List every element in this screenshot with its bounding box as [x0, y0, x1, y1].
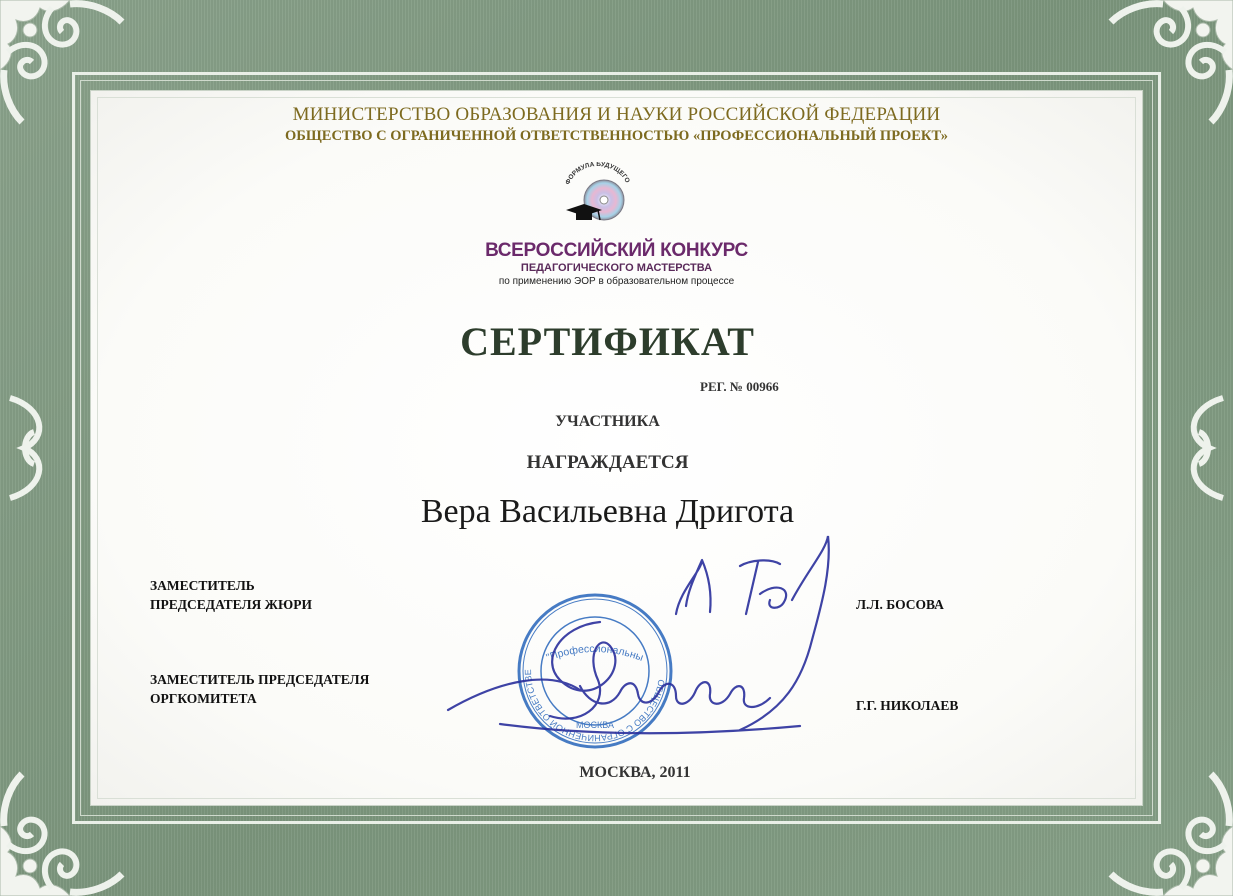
disc-graduation-cap-icon: [558, 162, 638, 230]
stamp-inner-text: "Профессиональны: [544, 642, 645, 665]
signatory-name-bosova: Л.Л. БОСОВА: [856, 597, 944, 612]
contest-subtitle: ПЕДАГОГИЧЕСКОГО МАСТЕРСТВА: [520, 262, 713, 274]
place-and-year: МОСКВА, 2011: [579, 764, 691, 781]
role-line: ПРЕДСЕДАТЕЛЯ ЖЮРИ: [150, 597, 312, 612]
ministry-heading: МИНИСТЕРСТВО ОБРАЗОВАНИЯ И НАУКИ РОССИЙСКОЙ ФЕДЕРАЦИИ: [292, 104, 941, 125]
role-line: ОРГКОМИТЕТА: [150, 691, 257, 706]
side-ornament-right: [1169, 388, 1229, 508]
signatory-role-orgcommittee: [150, 670, 369, 708]
handwritten-signatures: [440, 530, 840, 760]
logo-arc-text: ФОРМУЛА БУДУЩЕГО: [564, 162, 631, 186]
company-heading: ОБЩЕСТВО С ОГРАНИЧЕННОЙ ОТВЕТСТВЕННОСТЬЮ «ПРОФЕССИОНАЛЬНЫЙ ПРОЕКТ»: [284, 128, 948, 144]
signatory-name-nikolaev: Г.Г. НИКОЛАЕВ: [856, 698, 959, 713]
contest-description: по применению ЭОР в образовательном процессе: [498, 276, 735, 287]
certificate-title: СЕРТИФИКАТ: [460, 319, 755, 364]
participant-label: УЧАСТНИКА: [555, 413, 660, 430]
awarded-label: НАГРАЖДАЕТСЯ: [526, 452, 689, 473]
role-line: ЗАМЕСТИТЕЛЬ ПРЕДСЕДАТЕЛЯ: [150, 672, 370, 687]
recipient-name: Вера Васильевна Дригота: [420, 493, 795, 530]
signatory-role-jury: [150, 576, 312, 614]
role-line: ЗАМЕСТИТЕЛЬ: [150, 578, 255, 593]
stamp-city: МОСКВА: [576, 720, 614, 730]
stamp-outer-text: ОБЩЕСТВО С ОГРАНИЧЕННОЙ ОТВЕТСТВЕ: [522, 669, 667, 744]
contest-title: ВСЕРОССИЙСКИЙ КОНКУРС: [485, 240, 748, 261]
registration-number: РЕГ. № 00966: [700, 379, 779, 394]
side-ornament-left: [4, 388, 64, 508]
